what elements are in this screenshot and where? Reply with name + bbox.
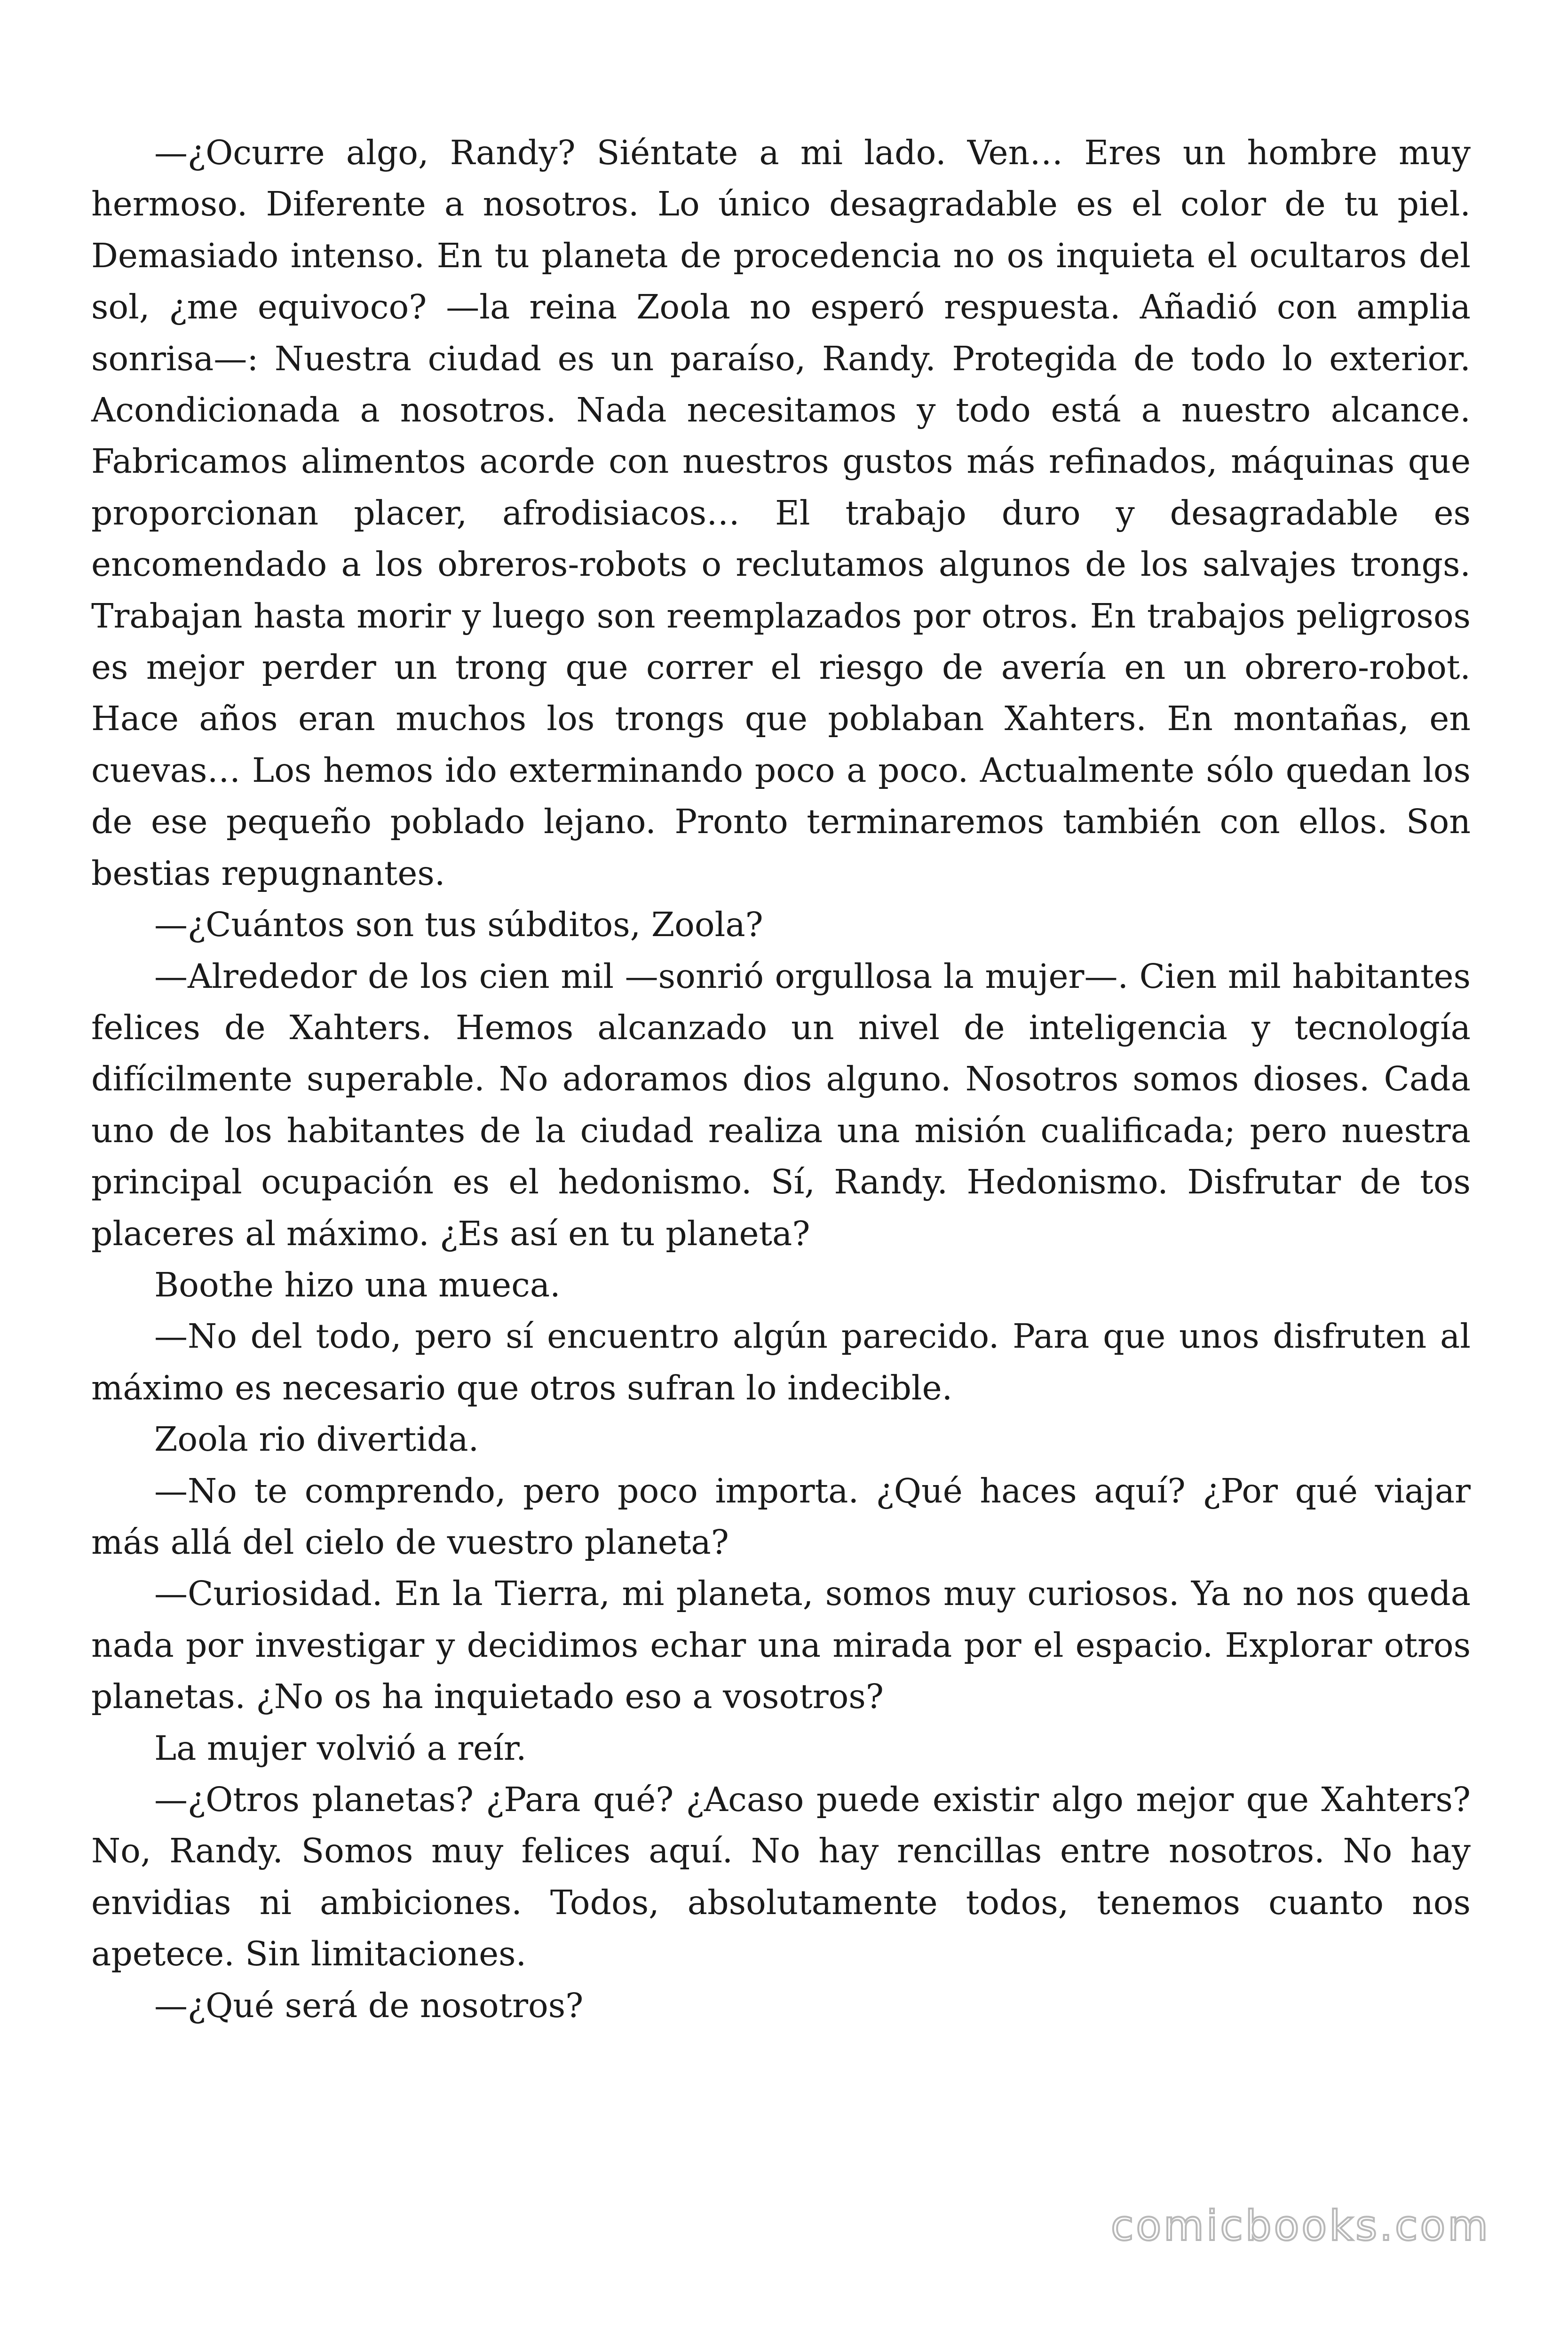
- paragraph: —Alrededor de los cien mil —sonrió orgullosa la mujer—. Cien mil habitantes felices de Xahters. Hemos alcanzado un nivel de inteligencia y tecnología difícilmente superable. No adoramos dios alguno. Nosotros somos dioses. Cada uno de los habitantes de la ciudad realiza una misión cualificada; pero nuestra principal ocupación es el hedonismo. Sí, Randy. Hedonismo. Disfrutar de tos placeres al máximo. ¿Es así en tu planeta?: [91, 956, 1471, 1253]
- paragraph: —¿Cuántos son tus súbditos, Zoola?: [154, 905, 763, 945]
- paragraph: —¿Otros planetas? ¿Para qué? ¿Acaso puede existir algo mejor que Xahters? No, Randy. Somos muy felices aquí. No hay rencillas entre nosotros. No hay envidias ni ambiciones. Todos, absolutamente todos, tenemos cuanto nos apetece. Sin limitaciones.: [91, 1780, 1471, 1974]
- body-text: [91, 127, 1471, 2031]
- paragraph: Zoola rio divertida.: [154, 1420, 479, 1459]
- paragraph: —Curiosidad. En la Tierra, mi planeta, somos muy curiosos. Ya no nos queda nada por investigar y decidimos echar una mirada por el espacio. Explorar otros planetas. ¿No os ha inquietado eso a vosotros?: [91, 1574, 1471, 1716]
- paragraph: La mujer volvió a reír.: [154, 1728, 527, 1768]
- watermark: comicbooks.com: [1110, 2201, 1490, 2250]
- paragraph: Boothe hizo una mueca.: [154, 1265, 561, 1304]
- paragraph: —¿Ocurre algo, Randy? Siéntate a mi lado. Ven… Eres un hombre muy hermoso. Diferente a nosotros. Lo único desagradable es el color de tu piel. Demasiado intenso. En tu planeta de procedencia no os inquieta el ocultaros del sol, ¿me equivoco? —la reina Zoola no esperó respuesta. Añadió con amplia sonrisa—: Nuestra ciudad es un paraíso, Randy. Protegida de todo lo exterior. Acondicionada a nosotros. Nada necesitamos y todo está a nuestro alcance. Fabricamos alimentos acorde con nuestros gustos más refinados, máquinas que proporcionan placer, afrodisiacos… El trabajo duro y desagradable es encomendado a los obreros-robots o reclutamos algunos de los salvajes trongs. Trabajan hasta morir y luego son reemplazados por otros. En trabajos peligrosos es mejor perder un trong que correr el riesgo de avería en un obrero-robot. Hace años eran muchos los trongs que poblaban Xahters. En montañas, en cuevas… Los hemos ido exterminando poco a poco. Actualmente sólo quedan los de ese pequeño poblado lejano. Pronto terminaremos también con ellos. Son bestias repugnantes.: [91, 133, 1471, 893]
- paragraph: —¿Qué será de nosotros?: [154, 1986, 584, 2025]
- paragraph: —No te comprendo, pero poco importa. ¿Qué haces aquí? ¿Por qué viajar más allá del cielo de vuestro planeta?: [91, 1471, 1471, 1562]
- paragraph: —No del todo, pero sí encuentro algún parecido. Para que unos disfruten al máximo es necesario que otros sufran lo indecible.: [91, 1317, 1471, 1407]
